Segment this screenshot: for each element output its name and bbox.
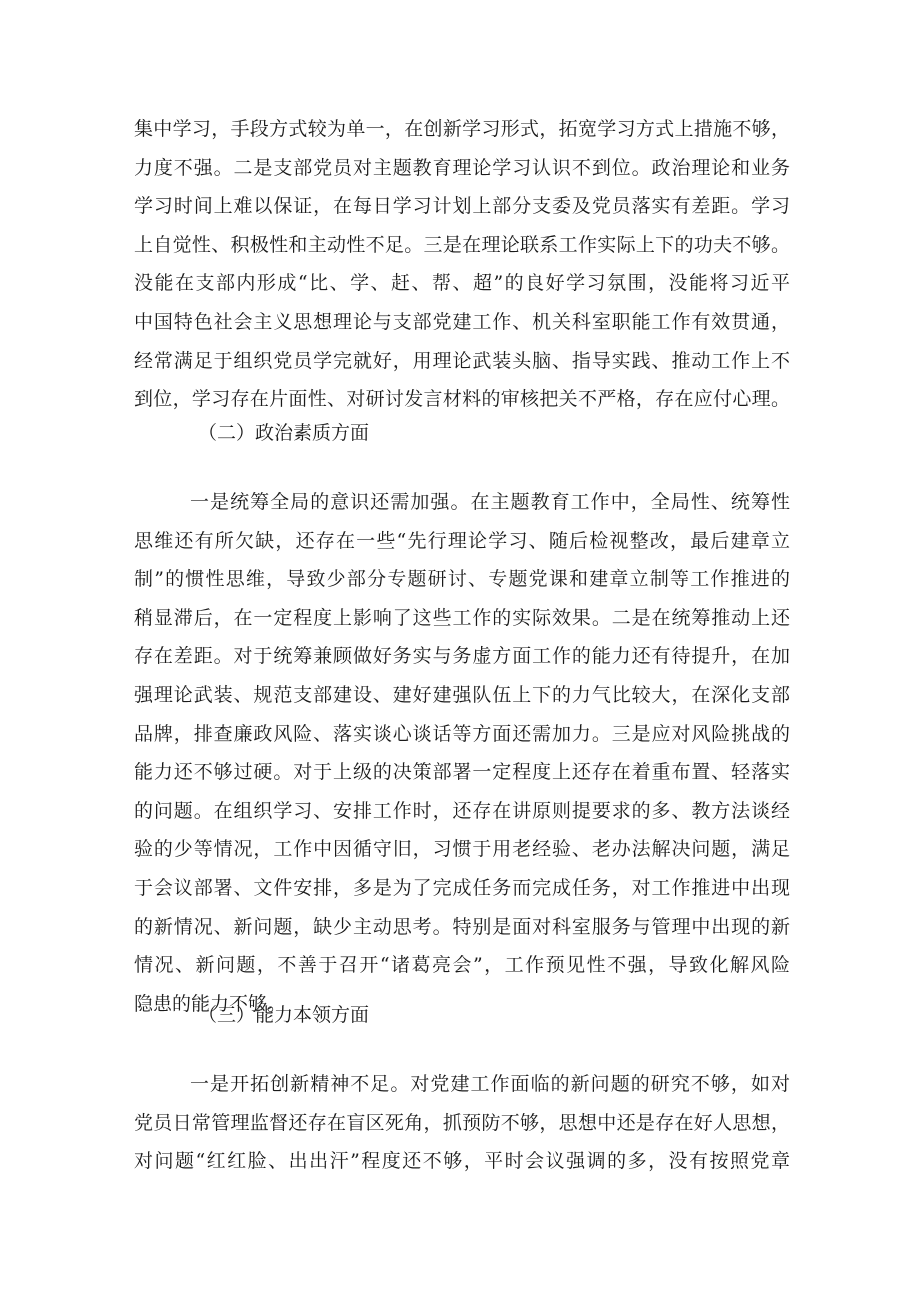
text-line: 情况、新问题，不善于召开“诸葛亮会”，工作预见性不强，导致化解风险: [134, 954, 790, 977]
text-line: 验的少等情况，工作中因循守旧，习惯于用老经验、老办法解决问题，满足: [134, 838, 790, 861]
text-line: 强理论武装、规范支部建设、建好建强队伍上下的力气比较大，在深化支部: [134, 683, 790, 706]
text-line: 到位，学习存在片面性、对研讨发言材料的审核把关不严格，存在应付心理。: [134, 388, 790, 411]
paragraph-political-quality: [134, 483, 790, 1023]
section-heading-capability: （三）能力本领方面: [198, 1004, 370, 1026]
text-line: 中国特色社会主义思想理论与支部党建工作、机关科室职能工作有效贯通，: [134, 310, 790, 333]
text-line: 集中学习，手段方式较为单一，在创新学习形式，拓宽学习方式上措施不够，: [134, 118, 790, 140]
text-line: 能力还不够过硬。对于上级的决策部署一定程度上还存在着重布置、轻落实: [134, 761, 790, 784]
text-line: 经常满足于组织党员学完就好，用理论武装头脑、指导实践、推动工作上不: [134, 349, 790, 372]
paragraph-capability: [134, 1065, 790, 1181]
text-line: 制”的惯性思维，导致少部分专题研讨、专题党课和建章立制等工作推进的: [134, 568, 790, 591]
text-line: 党员日常管理监督还存在盲区死角，抓预防不够，思想中还是存在好人思想，: [134, 1111, 790, 1134]
text-line: 稍显滞后，在一定程度上影响了这些工作的实际效果。二是在统筹推动上还: [134, 606, 790, 629]
text-line: 的问题。在组织学习、安排工作时，还存在讲原则提要求的多、教方法谈经: [134, 799, 790, 822]
text-line: 一是开拓创新精神不足。对党建工作面临的新问题的研究不够，如对: [190, 1073, 790, 1095]
paragraph-study: [134, 110, 790, 419]
text-line: 一是统筹全局的意识还需加强。在主题教育工作中，全局性、统筹性: [190, 491, 790, 513]
text-line: 思维还有所欠缺，还存在一些“先行理论学习、随后检视整改，最后建章立: [134, 529, 790, 552]
text-line: 对问题“红红脸、出出汗”程度还不够，平时会议强调的多，没有按照党章: [134, 1150, 790, 1173]
text-line: 没能在支部内形成“比、学、赶、帮、超”的良好学习氛围，没能将习近平: [134, 272, 790, 295]
text-line: 存在差距。对于统筹兼顾做好务实与务虚方面工作的能力还有待提升，在加: [134, 645, 790, 668]
text-line: 于会议部署、文件安排，多是为了完成任务而完成任务，对工作推进中出现: [134, 876, 790, 899]
text-line: 学习时间上难以保证，在每日学习计划上部分支委及党员落实有差距。学习: [134, 195, 790, 218]
text-line: 力度不强。二是支部党员对主题教育理论学习认识不到位。政治理论和业务: [134, 156, 790, 179]
text-line: 品牌，排查廉政风险、落实谈心谈话等方面还需加力。三是应对风险挑战的: [134, 722, 790, 745]
text-line: 上自觉性、积极性和主动性不足。三是在理论联系工作实际上下的功夫不够。: [134, 233, 790, 256]
text-line: 隐患的能力不够。: [134, 992, 287, 1015]
text-line: 的新情况、新问题，缺少主动思考。特别是面对科室服务与管理中出现的新: [134, 915, 790, 938]
section-heading-political-quality: （二）政治素质方面: [198, 422, 370, 444]
